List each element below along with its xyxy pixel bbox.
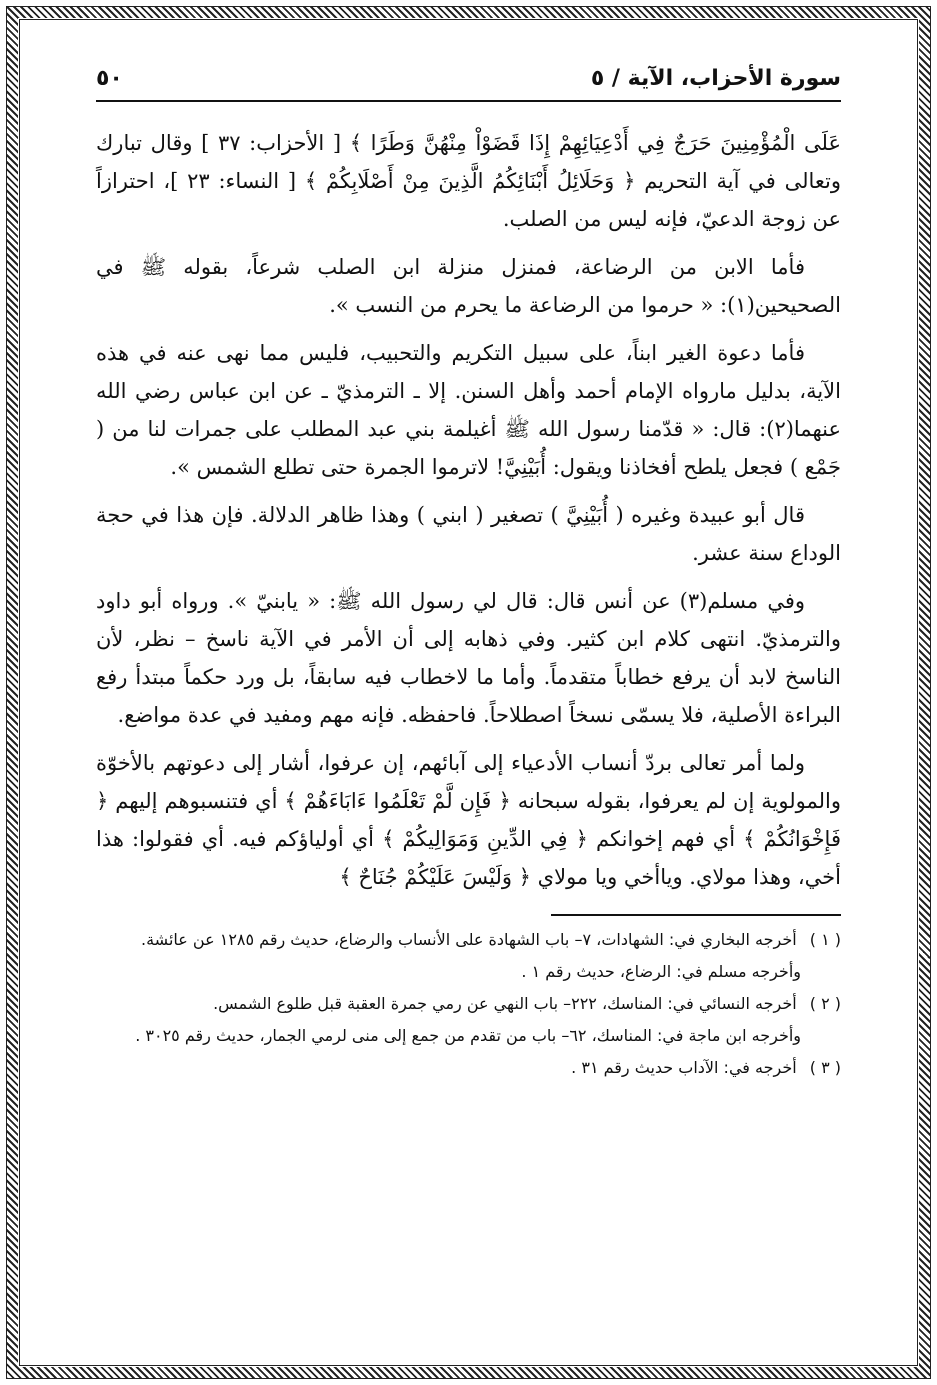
- page-number: ٥٠: [96, 65, 123, 91]
- footnote-divider: [551, 914, 841, 916]
- footnote-text: وأخرجه ابن ماجة في: المناسك، ٦٢– باب من تقدم من جمع إلى منى لرمي الجمار، حديث رقم ٣٠٢٥ .: [135, 1026, 801, 1045]
- footnote-text: أخرجه في: الآداب حديث رقم ٣١ .: [571, 1058, 797, 1077]
- paragraph: ولما أمر تعالى بردّ أنساب الأدعياء إلى آبائهم، إن عرفوا، أشار إلى دعوتهم بالأخوّة والمولوية إن لم يعرفوا، بقوله سبحانه ﴿ فَإِن لَّمْ تَعْلَمُوا ءَابَاءَهُمْ ﴾ أي فتنسبوهم إليهم ﴿ فَإِخْوَانُكُمْ ﴾ أي فهم إخوانكم ﴿ فِي الدِّينِ وَمَوَالِيكُمْ ﴾ أي أولياؤكم فيه. أي فقولوا: هذا أخي، وهذا مولاي. وياأخي ويا مولاي ﴿ وَلَيْسَ عَلَيْكُمْ جُنَاحٌ ﴾: [96, 751, 841, 889]
- footnote: [96, 1054, 841, 1082]
- paragraph: فأما دعوة الغير ابناً، على سبيل التكريم والتحبيب، فليس مما نهى عنه في هذه الآية، بدليل مارواه الإمام أحمد وأهل السنن. إلا ـ الترمذيّ ـ عن ابن عباس رضي الله عنهما(٢): قال: « قدّمنا رسول الله ﷺ أغيلمة بني عبد المطلب على جمرات لنا من ( جَمْع ) فجعل يلطح أفخاذنا ويقول: أُبَيْنِيَّ! لاترموا الجمرة حتى تطلع الشمس ».: [96, 341, 841, 479]
- paragraph: وفي مسلم(٣) عن أنس قال: قال لي رسول الله ﷺ: « يابنيّ ». ورواه أبو داود والترمذيّ. انتهى كلام ابن كثير. وفي ذهابه إلى أن الأمر في الآية ناسخ – نظر، لأن الناسخ لابد أن يرفع خطاباً متقدماً. وأما ما لاخطاب فيه سابقاً، بل ورد حكماً مبتدأ رفع البراءة الأصلية، فلا يسمّى نسخاً اصطلاحاً. فاحفظه. فإنه مهم ومفيد في عدة مواضع.: [96, 589, 841, 727]
- footnote-number: ( ٢ ): [809, 994, 841, 1013]
- footnote-number: ( ١ ): [809, 930, 841, 949]
- main-text: [96, 124, 841, 896]
- footnote-number: ( ٣ ): [809, 1058, 841, 1077]
- paragraph: عَلَى الْمُؤْمِنِينَ حَرَجٌ فِي أَدْعِيَائِهِمْ إِذَا قَضَوْاْ مِنْهُنَّ وَطَرًا ﴾ [ الأحزاب: ٣٧ ] وقال تبارك وتعالى في آية التحريم ﴿ وَحَلَائِلُ أَبْنَائِكُمُ الَّذِينَ مِنْ أَصْلَابِكُمْ ﴾ [ النساء: ٢٣ ]، احترازاً عن زوجة الدعيّ، فإنه ليس من الصلب.: [96, 131, 841, 231]
- footnote-text: وأخرجه مسلم في: الرضاع، حديث رقم ١ .: [521, 962, 801, 981]
- book-page: [96, 60, 841, 1350]
- footnotes: [96, 926, 841, 1082]
- paragraph: فأما الابن من الرضاعة، فمنزل منزلة ابن الصلب شرعاً، بقوله ﷺ في الصحيحين(١): « حرموا من الرضاعة ما يحرم من النسب ».: [96, 255, 841, 317]
- page-header: [96, 60, 841, 102]
- footnote: [96, 990, 841, 1018]
- footnote: [96, 926, 841, 954]
- running-title: سورة الأحزاب، الآية / ٥: [590, 65, 841, 91]
- paragraph: قال أبو عبيدة وغيره ( أُبَيْنِيَّ ) تصغير ( ابني ) وهذا ظاهر الدلالة. فإن هذا في حجة الوداع سنة عشر.: [96, 503, 841, 565]
- footnote: [96, 1022, 841, 1050]
- footnote-text: أخرجه البخاري في: الشهادات، ٧– باب الشهادة على الأنساب والرضاع، حديث رقم ١٢٨٥ عن عائشة.: [141, 930, 797, 949]
- footnote: [96, 958, 841, 986]
- footnote-text: أخرجه النسائي في: المناسك، ٢٢٢– باب النهي عن رمي جمرة العقبة قبل طلوع الشمس.: [213, 994, 797, 1013]
